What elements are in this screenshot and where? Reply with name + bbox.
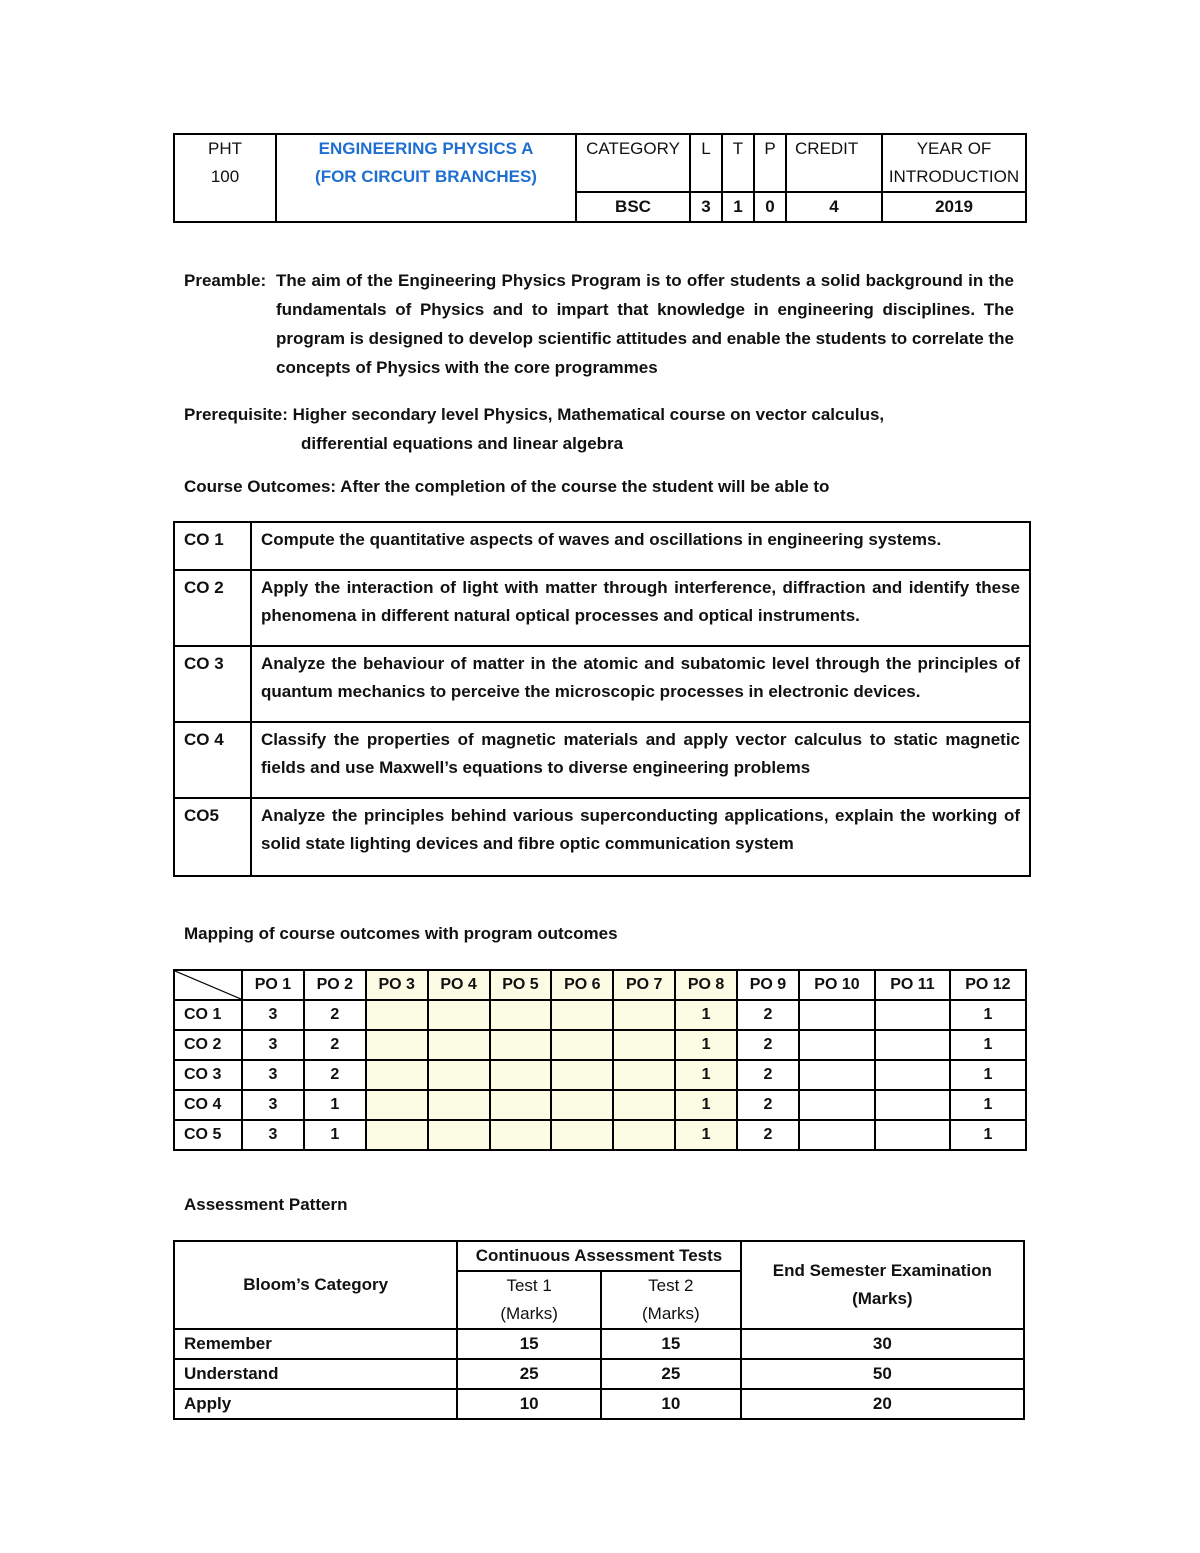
mapping-cell: 1: [675, 1060, 737, 1090]
mapping-cell: [551, 1090, 613, 1120]
co-description: Compute the quantitative aspects of waves and oscillations in engineering systems.: [251, 522, 1030, 570]
po-header: PO 4: [428, 970, 490, 1000]
ese-header-line1: End Semester Examination: [772, 1261, 992, 1280]
po-header: PO 11: [875, 970, 950, 1000]
mapping-cell: [799, 1060, 875, 1090]
course-outcomes-table: [173, 521, 1031, 877]
bloom-category-header: Bloom’s Category: [174, 1241, 457, 1329]
assessment-test1: 15: [457, 1329, 601, 1359]
assessment-ese: 50: [741, 1359, 1024, 1389]
p-label: P: [754, 134, 786, 192]
co-description: Analyze the behaviour of matter in the atomic and subatomic level through the principles of quantum mechanics to perceive the microscopic processes in electronic devices.: [251, 646, 1030, 722]
po-header: PO 7: [613, 970, 675, 1000]
mapping-cell: 1: [675, 1030, 737, 1060]
mapping-cell: 3: [242, 1000, 304, 1030]
l-value: 3: [690, 192, 722, 222]
co-code: CO 4: [174, 722, 251, 798]
diagonal-corner-cell: [174, 970, 242, 1000]
test1-header-line2: (Marks): [500, 1304, 558, 1323]
mapping-cell: [366, 1060, 428, 1090]
course-code-cell: [174, 134, 276, 222]
assessment-row: [174, 1359, 1024, 1389]
mapping-cell: [366, 1030, 428, 1060]
course-header-table: [173, 133, 1027, 223]
co-description: Classify the properties of magnetic materials and apply vector calculus to static magnetic fields and use Maxwell’s equations to diverse engineering problems: [251, 722, 1030, 798]
co-row: [174, 722, 1030, 798]
test1-header: [457, 1271, 601, 1329]
mapping-cell: [551, 1030, 613, 1060]
year-label-line1: YEAR OF: [916, 139, 992, 158]
mapping-cell: [613, 1030, 675, 1060]
assessment-category: Apply: [174, 1389, 457, 1419]
co-description: Analyze the principles behind various superconducting applications, explain the working of solid state lighting devices and fibre optic communication system: [251, 798, 1030, 876]
co-row: [174, 798, 1030, 876]
assessment-category: Remember: [174, 1329, 457, 1359]
mapping-cell: 1: [950, 1000, 1026, 1030]
mapping-cell: 1: [675, 1090, 737, 1120]
mapping-cell: 2: [304, 1000, 366, 1030]
mapping-cell: [799, 1000, 875, 1030]
mapping-cell: [799, 1030, 875, 1060]
mapping-co-label: CO 3: [174, 1060, 242, 1090]
mapping-cell: 2: [737, 1030, 799, 1060]
preamble-text: The aim of the Engineering Physics Program is to offer students a solid background in the fundamentals of Physics and to impart that knowledge in engineering disciplines. The program is designed to develop scientific attitudes and enable the students to correlate the concepts of Physics with the core programmes: [276, 271, 1014, 377]
mapping-cell: [428, 1090, 490, 1120]
assessment-ese: 30: [741, 1329, 1024, 1359]
po-header: PO 9: [737, 970, 799, 1000]
po-header: PO 12: [950, 970, 1026, 1000]
co-row: [174, 522, 1030, 570]
mapping-cell: 1: [950, 1030, 1026, 1060]
assessment-row: [174, 1329, 1024, 1359]
po-header: PO 3: [366, 970, 428, 1000]
assessment-test2: 10: [601, 1389, 741, 1419]
assessment-row: [174, 1389, 1024, 1419]
course-title-cell: [276, 134, 576, 222]
assessment-category: Understand: [174, 1359, 457, 1389]
assessment-test2: 15: [601, 1329, 741, 1359]
co-po-mapping-table: [173, 969, 1027, 1151]
prerequisite-section: [184, 400, 1014, 458]
mapping-co-label: CO 1: [174, 1000, 242, 1030]
course-outcomes-intro: Course Outcomes: After the completion of the course the student will be able to: [184, 477, 830, 496]
mapping-co-label: CO 2: [174, 1030, 242, 1060]
mapping-cell: [613, 1090, 675, 1120]
mapping-cell: [428, 1030, 490, 1060]
mapping-cell: [428, 1000, 490, 1030]
credit-label: CREDIT: [786, 134, 882, 192]
mapping-cell: [875, 1030, 950, 1060]
mapping-row: [174, 1090, 1026, 1120]
ese-header: [741, 1241, 1024, 1329]
preamble-section: [184, 266, 1014, 382]
year-label-line2: INTRODUCTION: [888, 167, 1020, 186]
mapping-co-label: CO 5: [174, 1120, 242, 1150]
mapping-cell: [428, 1060, 490, 1090]
mapping-cell: 3: [242, 1120, 304, 1150]
mapping-cell: [551, 1000, 613, 1030]
co-code: CO 1: [174, 522, 251, 570]
mapping-cell: [490, 1060, 552, 1090]
po-header: PO 1: [242, 970, 304, 1000]
mapping-cell: [875, 1000, 950, 1030]
mapping-cell: 1: [675, 1120, 737, 1150]
co-row: [174, 646, 1030, 722]
mapping-cell: [799, 1090, 875, 1120]
mapping-cell: 2: [304, 1060, 366, 1090]
assessment-heading: Assessment Pattern: [184, 1195, 348, 1214]
mapping-cell: 2: [737, 1120, 799, 1150]
mapping-cell: 2: [737, 1090, 799, 1120]
po-header: PO 6: [551, 970, 613, 1000]
prerequisite-line2: differential equations and linear algebra: [301, 434, 624, 453]
mapping-cell: 1: [675, 1000, 737, 1030]
co-row: [174, 570, 1030, 646]
year-value: 2019: [882, 192, 1026, 222]
test2-header: [601, 1271, 741, 1329]
mapping-cell: [490, 1000, 552, 1030]
mapping-cell: [366, 1120, 428, 1150]
p-value: 0: [754, 192, 786, 222]
assessment-test2: 25: [601, 1359, 741, 1389]
mapping-cell: [613, 1060, 675, 1090]
po-header: PO 2: [304, 970, 366, 1000]
mapping-row: [174, 1030, 1026, 1060]
assessment-test1: 25: [457, 1359, 601, 1389]
mapping-row: [174, 1120, 1026, 1150]
mapping-cell: [551, 1120, 613, 1150]
l-label: L: [690, 134, 722, 192]
course-code-line2: 100: [210, 167, 240, 186]
mapping-cell: 2: [737, 1060, 799, 1090]
category-value: BSC: [576, 192, 690, 222]
po-header: PO 8: [675, 970, 737, 1000]
mapping-cell: 2: [304, 1030, 366, 1060]
mapping-cell: [490, 1120, 552, 1150]
t-label: T: [722, 134, 754, 192]
co-code: CO5: [174, 798, 251, 876]
ese-header-line2: (Marks): [852, 1289, 913, 1308]
mapping-co-label: CO 4: [174, 1090, 242, 1120]
mapping-cell: [490, 1090, 552, 1120]
mapping-cell: [875, 1060, 950, 1090]
co-code: CO 3: [174, 646, 251, 722]
mapping-cell: [799, 1120, 875, 1150]
preamble-label: Preamble:: [184, 271, 267, 290]
assessment-ese: 20: [741, 1389, 1024, 1419]
test1-header-line1: Test 1: [506, 1276, 552, 1295]
mapping-cell: 1: [304, 1090, 366, 1120]
mapping-cell: 2: [737, 1000, 799, 1030]
assessment-pattern-table: [173, 1240, 1025, 1420]
year-label-cell: [882, 134, 1026, 192]
mapping-cell: [875, 1120, 950, 1150]
co-code: CO 2: [174, 570, 251, 646]
mapping-cell: 3: [242, 1060, 304, 1090]
cat-header: Continuous Assessment Tests: [457, 1241, 740, 1271]
mapping-cell: [428, 1120, 490, 1150]
mapping-cell: [875, 1090, 950, 1120]
credit-value: 4: [786, 192, 882, 222]
mapping-cell: [490, 1030, 552, 1060]
assessment-test1: 10: [457, 1389, 601, 1419]
mapping-cell: [613, 1120, 675, 1150]
mapping-cell: 1: [950, 1060, 1026, 1090]
test2-header-line1: Test 2: [648, 1276, 694, 1295]
mapping-cell: 1: [950, 1090, 1026, 1120]
mapping-cell: 3: [242, 1030, 304, 1060]
prerequisite-line1: Higher secondary level Physics, Mathematical course on vector calculus,: [292, 405, 885, 424]
mapping-cell: [366, 1000, 428, 1030]
diagonal-line: [175, 971, 241, 999]
t-value: 1: [722, 192, 754, 222]
mapping-row: [174, 1060, 1026, 1090]
po-header: PO 10: [799, 970, 875, 1000]
mapping-cell: 1: [304, 1120, 366, 1150]
prerequisite-label: Prerequisite:: [184, 405, 288, 424]
mapping-cell: [613, 1000, 675, 1030]
po-header: PO 5: [490, 970, 552, 1000]
mapping-cell: [366, 1090, 428, 1120]
test2-header-line2: (Marks): [642, 1304, 700, 1323]
course-title-line2: (FOR CIRCUIT BRANCHES): [315, 167, 537, 186]
mapping-cell: 1: [950, 1120, 1026, 1150]
mapping-cell: [551, 1060, 613, 1090]
course-code-line1: PHT: [208, 139, 242, 158]
category-label: CATEGORY: [576, 134, 690, 192]
mapping-row: [174, 1000, 1026, 1030]
mapping-heading: Mapping of course outcomes with program outcomes: [184, 924, 618, 943]
course-title-line1: ENGINEERING PHYSICS A: [318, 139, 534, 158]
mapping-cell: 3: [242, 1090, 304, 1120]
co-description: Apply the interaction of light with matter through interference, diffraction and identify these phenomena in different natural optical processes and optical instruments.: [251, 570, 1030, 646]
